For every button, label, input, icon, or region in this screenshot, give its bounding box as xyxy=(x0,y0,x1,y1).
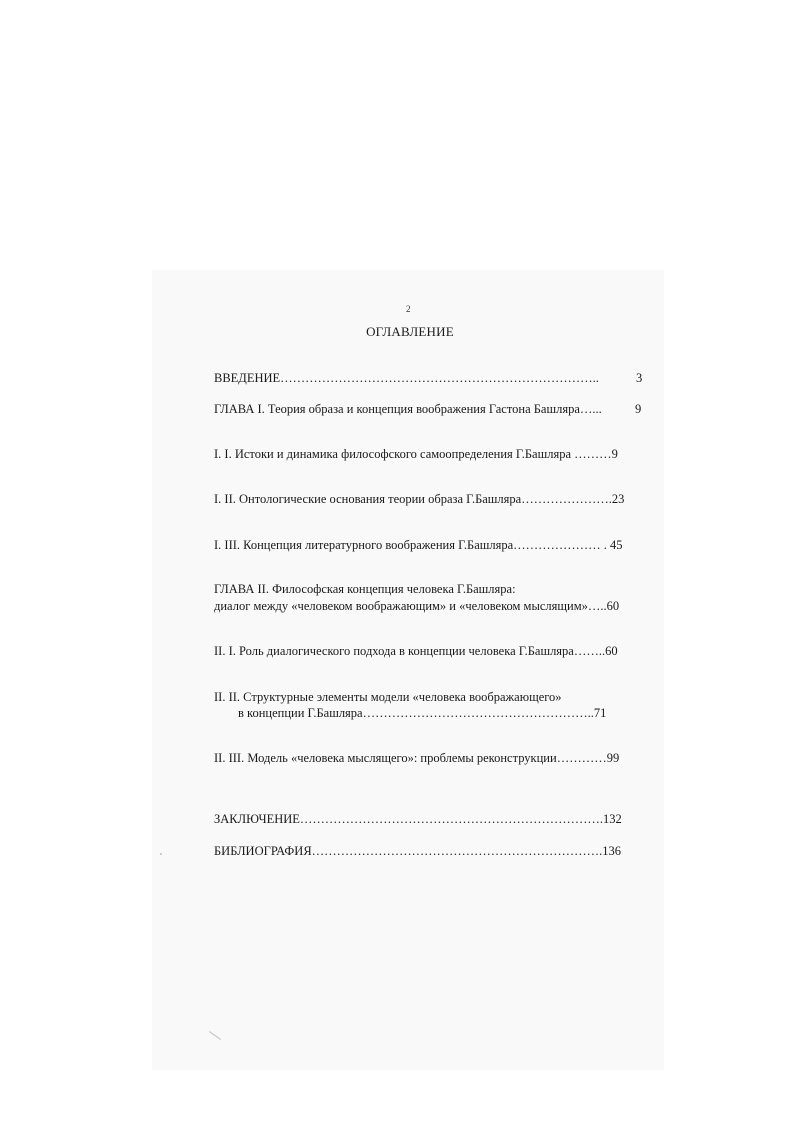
toc-entry-conclusion: ЗАКЛЮЧЕНИЕ……………………………………………………………….132 xyxy=(214,812,622,826)
toc-entry-section-1-2: I. II. Онтологические основания теории образа Г.Башляра………………….23 xyxy=(214,492,625,506)
toc-entry-introduction: ВВЕДЕНИЕ………………………………………………………………….. xyxy=(214,371,599,385)
toc-entry-introduction-page: 3 xyxy=(636,371,643,385)
toc-entry-section-2-3: II. III. Модель «человека мыслящего»: проблемы реконструкции…………99 xyxy=(214,751,620,765)
toc-title: ОГЛАВЛЕНИЕ xyxy=(366,324,454,339)
scanned-page xyxy=(152,270,664,1070)
toc-entry-section-2-1: II. I. Роль диалогического подхода в концепции человека Г.Башляра……..60 xyxy=(214,644,618,658)
toc-entry-chapter-1-page: 9 xyxy=(635,402,642,416)
toc-entry-section-2-2-line-2: в концепции Г.Башляра………………………………………………..71 xyxy=(238,706,607,720)
toc-entry-bibliography: БИБЛИОГРАФИЯ…………………………………………………………….136 xyxy=(214,844,622,858)
toc-entry-chapter-1: ГЛАВА I. Теория образа и концепция воображения Гастона Башляра…... xyxy=(214,402,602,416)
scan-speck xyxy=(160,853,162,855)
toc-entry-chapter-2-line-2: диалог между «человеком воображающим» и «человеком мыслящим»…..60 xyxy=(214,599,620,613)
toc-entry-section-2-2-line-1: II. II. Структурные элементы модели «человека воображающего» xyxy=(214,690,562,704)
toc-entry-section-1-3: I. III. Концепция литературного воображения Г.Башляра………………… . 45 xyxy=(214,538,623,552)
page-number: 2 xyxy=(406,304,411,314)
toc-entry-chapter-2-line-1: ГЛАВА II. Философская концепция человека Г.Башляра: xyxy=(214,582,516,596)
toc-entry-section-1-1: I. I. Истоки и динамика философского самоопределения Г.Башляра ………9 xyxy=(214,447,618,461)
